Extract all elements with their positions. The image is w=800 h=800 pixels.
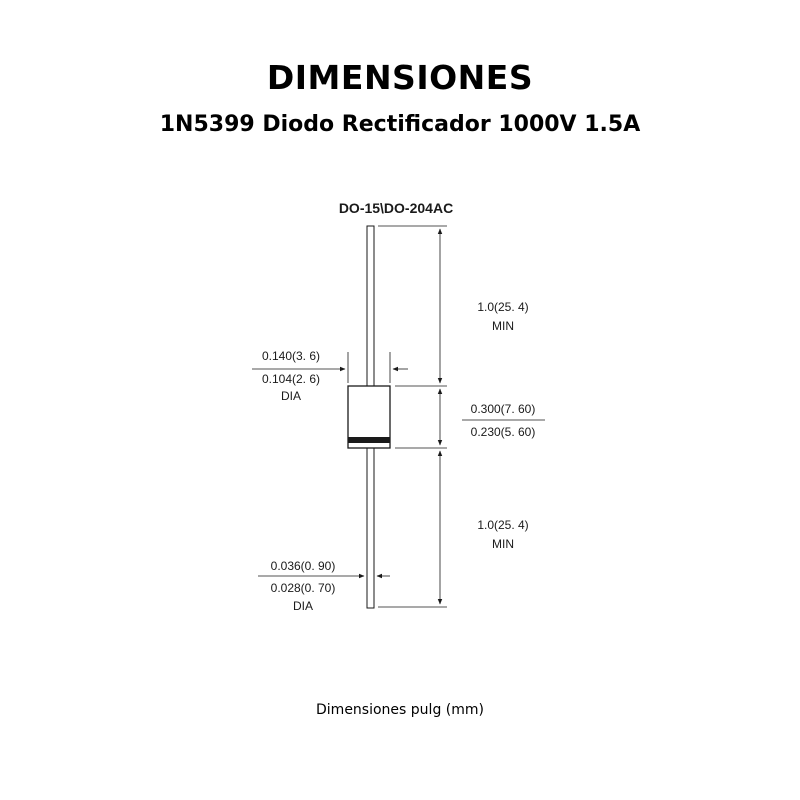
bottom-lead [367, 447, 374, 608]
top-lead-length-note: MIN [492, 319, 514, 333]
units-note: Dimensiones pulg (mm) [316, 702, 484, 718]
body-length-min: 0.230(5. 60) [470, 425, 536, 439]
lead-diameter-max: 0.036(0. 90) [270, 559, 336, 573]
page-title: DIMENSIONES [266, 58, 534, 97]
top-lead-length-value: 1.0(25. 4) [477, 300, 529, 314]
page-subtitle: 1N5399 Diodo Rectificador 1000V 1.5A [159, 112, 641, 137]
bottom-lead-length-note: MIN [492, 537, 514, 551]
top-lead [367, 226, 374, 388]
body-diameter-note: DIA [280, 389, 302, 403]
cathode-band [348, 437, 390, 443]
body-length-max: 0.300(7. 60) [470, 402, 536, 416]
lead-diameter-min: 0.028(0. 70) [270, 581, 336, 595]
package-label: DO-15\DO-204AC [338, 200, 454, 216]
lead-diameter-note: DIA [292, 599, 314, 613]
body-diameter-min: 0.104(2. 6) [261, 372, 321, 386]
bottom-lead-length-value: 1.0(25. 4) [477, 518, 529, 532]
body-diameter-max: 0.140(3. 6) [261, 349, 321, 363]
